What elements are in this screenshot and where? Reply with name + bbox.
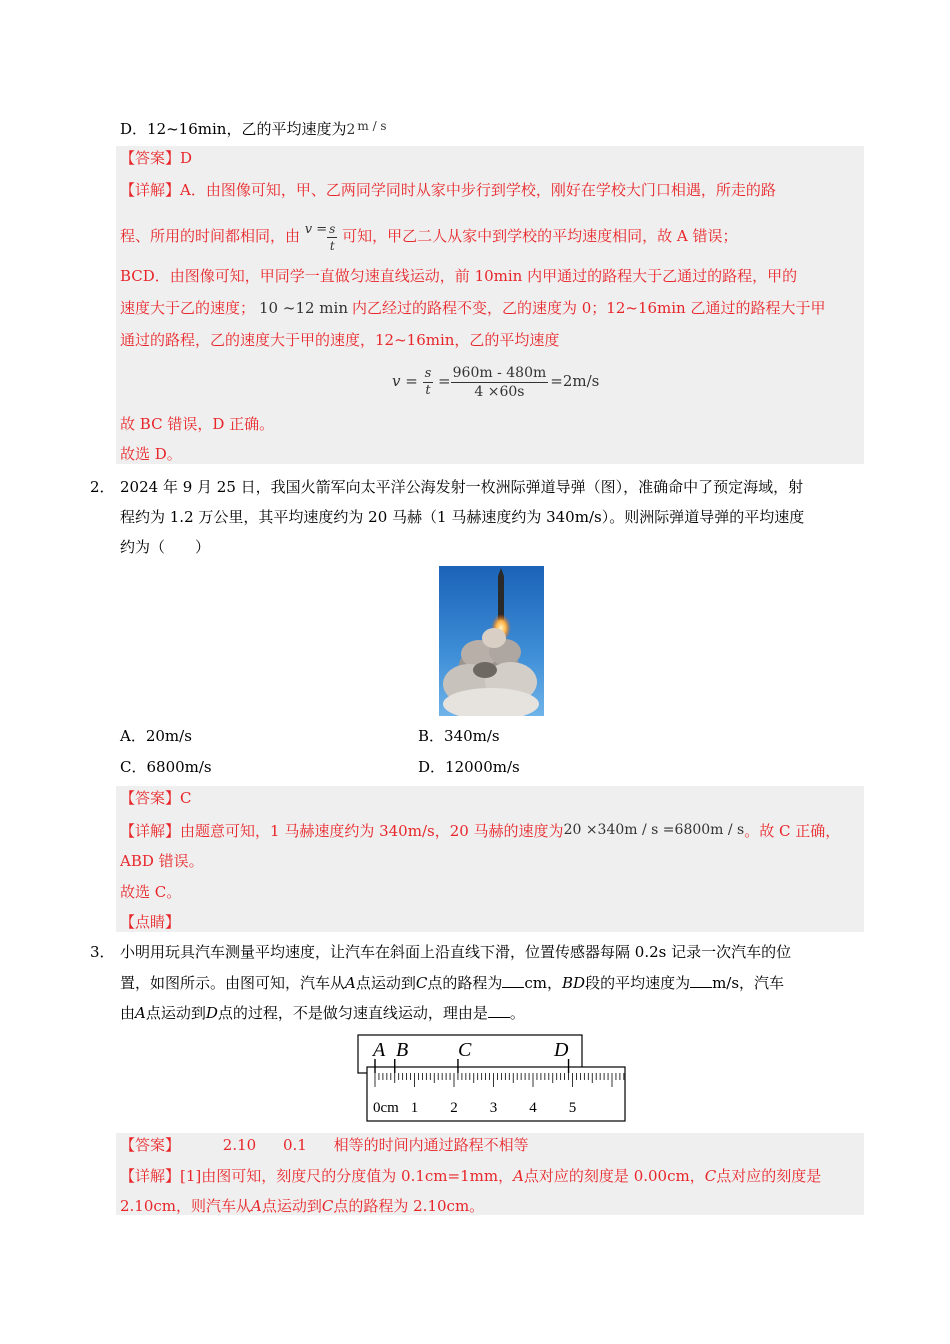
option-d-text: D．12~16min，乙的平均速度为 [120,120,347,138]
point-label: A [513,1167,524,1185]
detail-text: 2.10cm，则汽车从 [120,1197,252,1215]
ruler-svg [356,1033,628,1125]
detail-tag: 【详解】 [120,1167,181,1185]
detail-text: ABD 错误。 [120,852,204,870]
stem-text: 点的路程为 [427,974,503,992]
ruler-tick-label: 5 [568,1100,577,1116]
ruler-tick-label: 1 [410,1100,419,1116]
ruler-tick-label: 4 [529,1100,537,1116]
segment-label: BD [562,974,586,992]
detail-text: 程、所用的时间都相同，由 [120,227,301,245]
q2-stem-line1: 2024 年 9 月 25 日，我国火箭军向太平洋公海发射一枚洲际弹道导弹（图），准确命中了预定海域，射 [120,478,804,496]
answer-tag: 【答案】 [120,1136,181,1154]
stem-text: 由 [120,1004,136,1022]
q2-solution-box [116,786,864,932]
q2-answer [120,788,192,808]
point-label: C [321,1197,334,1215]
point-label: A [251,1197,262,1215]
q3-stem-line1: 小明用玩具汽车测量平均速度，让汽车在斜面上沿直线下滑，位置传感器每隔 0.2s 记录一次汽车的位 [120,943,792,961]
q1-option-d [120,116,387,140]
point-label: C [458,1039,472,1061]
stem-text: 段的平均速度为 [585,974,691,992]
q2-stem-line2: 程约为 1.2 万公里，其平均速度约为 20 马赫（1 马赫速度约为 340m/s）。则洲际弹道导弹的平均速度 [120,508,805,526]
q3-stem-line3 [120,1003,525,1023]
math-expression: 20 ×340m / s =6800m / s [563,822,745,838]
choose-text: 故选 C。 [120,883,182,901]
detail-text: 点对应的刻度是 0.00cm， [523,1167,705,1185]
q2-option-c: C．6800m/s [120,758,212,776]
answer-item-3: 相等的时间内通过路程不相等 [333,1136,529,1154]
point-label: A [373,1039,386,1061]
detail-text: 由题意可知，1 马赫速度约为 340m/s，20 马赫的速度为 [180,822,564,840]
detail-text: 点对应的刻度是 [716,1167,822,1185]
ruler-tick-label: 2 [450,1100,458,1116]
eq-v: v = [392,372,418,390]
detail-text: 速度大于乙的速度； [120,299,256,317]
detail-text: 内乙经过的路程不变，乙的速度为 0；12~16min 乙通过的路程大于甲 [351,299,826,317]
q3-stem-line2 [120,973,784,993]
stem-text: 点运动到 [355,974,416,992]
answer-blank[interactable] [488,1005,510,1018]
q3-number: 3． [90,943,115,961]
detail-text: 。故 C 正确， [744,822,841,840]
stem-text: 。 [509,1004,525,1022]
eq-fraction-st [423,366,434,399]
missile-launch-image [439,566,544,716]
answer-tag: 【答案】 [120,149,181,167]
ruler-diagram [356,1033,628,1125]
point-label: D [205,1004,218,1022]
q1-detail-line5 [120,330,559,350]
point-label: C [704,1167,717,1185]
q2-detail-line2 [120,851,204,871]
option-d-value: 2 [346,122,356,138]
answer-blank[interactable] [690,975,712,988]
q3-detail-line2 [120,1196,484,1216]
stem-text: cm， [524,974,562,992]
choose-text: 故选 D。 [120,445,182,463]
formula-fraction [327,221,337,254]
detail-tag: 【详解】 [120,181,181,199]
q2-option-b: B．340m/s [418,727,500,745]
missile-launch-illustration [439,566,544,716]
detail-text: 点运动到 [261,1197,322,1215]
eq-result: =2m/s [550,372,600,390]
stem-text: 点的过程，不是做匀速直线运动，理由是 [217,1004,488,1022]
formula-t: t [329,238,335,253]
q2-number: 2． [90,478,115,496]
q1-detail-line2 [120,212,738,253]
eq-denominator: 4 ×60s [474,383,525,400]
q1-answer [120,148,192,168]
detail-text: BCD．由图像可知，甲同学一直做匀速直线运动，前 10min 内甲通过的路程大于乙通过的路程，甲的 [120,267,798,285]
answer-tag: 【答案】 [120,789,181,807]
eq-numerator: 960m - 480m [452,364,547,381]
stem-text: m/s，汽车 [712,974,785,992]
detail-tag: 【详解】 [120,822,181,840]
comment-tag: 【点睛】 [120,913,181,931]
eq-fraction-values [451,364,549,401]
q1-detail-line3 [120,266,797,286]
detail-text: A．由图像可知，甲、乙两同学同时从家中步行到学校，刚好在学校大门口相遇，所走的路 [180,181,776,199]
point-label: D [554,1039,569,1061]
q2-comment [120,912,180,932]
detail-text: [1]由图可知，刻度尺的分度值为 0.1cm=1mm， [180,1167,514,1185]
q2-detail-line1 [120,820,840,841]
q2-option-a: A．20m/s [120,727,192,745]
q3-detail-line1 [120,1166,821,1186]
option-d-unit: m / s [357,119,387,133]
answer-item-2: 0.1 [282,1136,307,1154]
ruler-tick-label: 0cm [373,1100,399,1116]
answer-blank[interactable] [502,975,524,988]
q2-option-d: D．12000m/s [418,758,520,776]
math-range: 10 ~12 min [259,299,348,317]
detail-text: 通过的路程，乙的速度大于甲的速度，12~16min，乙的平均速度 [120,331,560,349]
ruler-tick-label: 3 [489,1100,498,1116]
eq-s: s [424,365,432,381]
point-label: A [345,974,356,992]
answer-value: D [180,149,193,167]
q2-stem-line3: 约为（ ） [120,538,211,556]
answer-value: C [180,789,192,807]
q1-detail-line1 [120,180,776,200]
point-label: A [135,1004,146,1022]
eq-t: t [425,382,431,398]
stem-text: 置，如图所示。由图可知，汽车从 [120,974,346,992]
conclusion-text: 故 BC 错误，D 正确。 [120,415,275,433]
detail-text: 点的路程为 2.10cm。 [333,1197,485,1215]
stem-text: 点运动到 [145,1004,206,1022]
eq-equals: = [438,372,451,390]
formula-s: s [329,221,336,236]
point-label: C [415,974,428,992]
q1-equation [392,360,599,402]
q1-choose [120,444,182,464]
q1-conclusion [120,414,274,434]
q2-choose [120,882,181,902]
q3-answer [120,1135,529,1155]
answer-item-1: 2.10 [222,1136,257,1154]
formula-v: v = [304,222,328,237]
detail-text: 可知，甲乙二人从家中到学校的平均速度相同，故 A 错误； [342,227,738,245]
q1-detail-line4 [120,298,826,318]
point-label: B [396,1039,409,1061]
